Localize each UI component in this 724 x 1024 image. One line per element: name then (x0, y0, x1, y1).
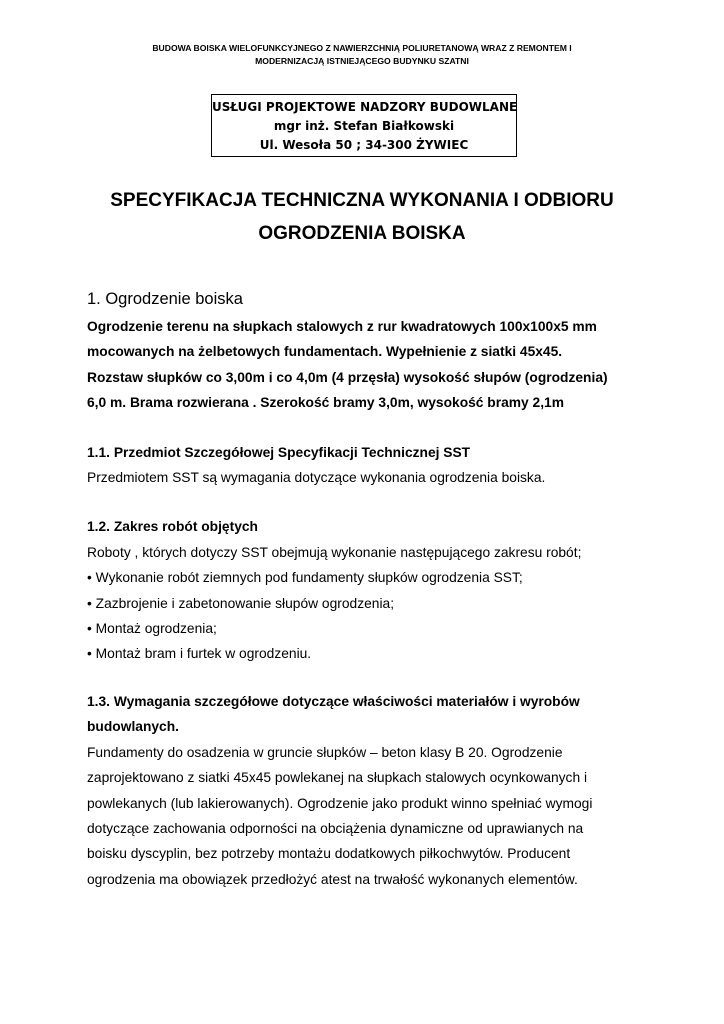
document-body (87, 287, 657, 892)
title-line-2: OGRODZENIA BOISKA (258, 223, 466, 244)
company-line-3: Ul. Wesoła 50 ; 34-300 ŻYWIEC (259, 138, 469, 152)
scope-list-item: • Zazbrojenie i zabetonowanie słupów ogrodzenia; (87, 595, 395, 611)
section-1-2-intro: Roboty , których dotyczy SST obejmują wykonanie następującego zakresu robót; (87, 544, 582, 560)
document-title (40, 184, 684, 250)
section-1-3-text (87, 740, 657, 892)
section-1-3-line: zaprojektowano z siatki 45x45 powlekanej na słupkach stalowych ocynkowanych i (87, 770, 588, 786)
section-1-line: 6,0 m. Brama rozwierana . Szerokość bramy 3,0m, wysokość bramy 2,1m (87, 395, 564, 411)
title-line-1: SPECYFIKACJA TECHNICZNA WYKONANIA I ODBIORU (110, 190, 614, 211)
page-header (60, 42, 664, 68)
section-1-3-line: dotyczące zachowania odporności na obciążenia dynamiczne od uprawianych na (87, 820, 584, 836)
company-line-1: USŁUGI PROJEKTOWE NADZORY BUDOWLANE (212, 100, 518, 114)
section-1-3-heading-line-1: 1.3. Wymagania szczegółowe dotyczące właściwości materiałów i wyrobów (87, 693, 580, 709)
section-1-3-line: powlekanych (lub lakierowanych). Ogrodzenie jako produkt winno spełniać wymogi (87, 795, 593, 811)
section-1-1-text: Przedmiotem SST są wymagania dotyczące wykonania ogrodzenia boiska. (87, 470, 546, 486)
section-1-2-heading: 1.2. Zakres robót objętych (87, 519, 258, 535)
company-stamp-box (211, 94, 517, 157)
scope-list-item: • Montaż ogrodzenia; (87, 621, 217, 637)
section-1-line: Rozstaw słupków co 3,00m i co 4,0m (4 przęsła) wysokość słupów (ogrodzenia) (87, 369, 608, 385)
section-1-3-line: boisku dyscyplin, bez potrzeby montażu dodatkowych piłkochwytów. Producent (87, 846, 571, 862)
header-line-2: MODERNIZACJĄ ISTNIEJĄCEGO BUDYNKU SZATNI (255, 56, 469, 66)
section-1-line: mocowanych na żelbetowych fundamentach. Wypełnienie z siatki 45x45. (87, 344, 563, 360)
scope-list-item: • Wykonanie robót ziemnych pod fundamenty słupków ogrodzenia SST; (87, 570, 523, 586)
section-1-3-line: ogrodzenia ma obowiązek przedłożyć atest na trwałość wykonanych elementów. (87, 871, 578, 887)
section-1-line: Ogrodzenie terenu na słupkach stalowych z rur kwadratowych 100x100x5 mm (87, 319, 597, 334)
section-1-heading: 1. Ogrodzenie boiska (87, 290, 243, 308)
company-line-2: mgr inż. Stefan Białkowski (273, 119, 455, 133)
scope-list-item: • Montaż bram i furtek w ogrodzeniu. (87, 646, 312, 662)
section-1-3-heading-line-2: budowlanych. (87, 719, 179, 735)
section-1-1-heading: 1.1. Przedmiot Szczegółowej Specyfikacji Technicznej SST (87, 444, 471, 460)
header-line-1: BUDOWA BOISKA WIELOFUNKCYJNEGO Z NAWIERZCHNIĄ POLIURETANOWĄ WRAZ Z REMONTEM I (152, 43, 572, 53)
section-1-text (87, 314, 657, 416)
section-1-3-line: Fundamenty do osadzenia w gruncie słupków – beton klasy B 20. Ogrodzenie (87, 744, 563, 760)
section-1-3-heading (87, 689, 657, 740)
